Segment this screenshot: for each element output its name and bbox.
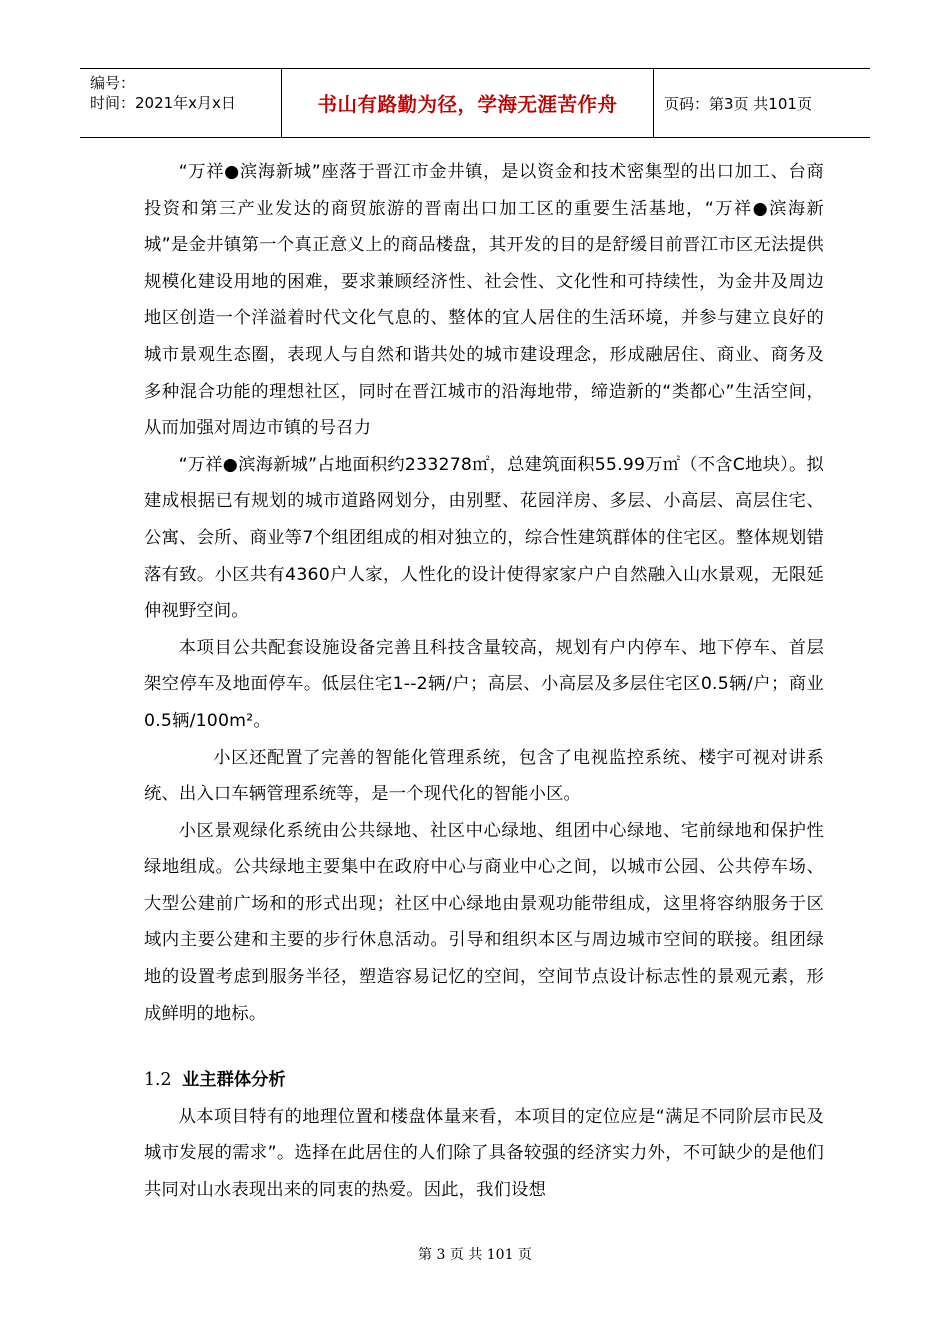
section-number: 1.2 [144,1070,172,1091]
header-meta [80,69,282,137]
section-title: 业主群体分析 [182,1070,286,1091]
header-page-cell [654,69,870,137]
page-footer: 第 3 页 共 101 页 [418,1247,532,1263]
page-header [80,68,870,138]
paragraph-project-area: “万祥●滨海新城”占地面积约233278㎡，总建筑面积55.99万㎡（不含C地块）。拟建成根据已有规划的城市道路网划分，由别墅、花园洋房、多层、小高层、高层住宅、公寓、会所、商业等7个组团组成的相对独立的，综合性建筑群体的住宅区。整体规划错落有致。小区共有4360户人家，人性化的设计使得家家户户自然融入山水景观，无限延伸视野空间。 [144,454,824,622]
paragraph-project-location: “万祥●滨海新城”座落于晋江市金井镇，是以资金和技术密集型的出口加工、台商投资和第三产业发达的商贸旅游的晋南出口加工区的重要生活基地，“万祥●滨海新城”是金井镇第一个真正意义上的商品楼盘，其开发的目的是舒缓目前晋江市区无法提供规模化建设用地的困难，要求兼顾经济性、社会性、文化性和可持续性，为金井及周边地区创造一个洋溢着时代文化气息的、整体的宜人居住的生活环境，并参与建立良好的城市景观生态圈，表现人与自然和谐共处的城市建设理念，形成融居住、商业、商务及多种混合功能的理想社区，同时在晋江城市的沿海地带，缔造新的“类都心”生活空间，从而加强对周边市镇的号召力 [144,162,824,439]
header-motto: 书山有路勤为径，学海无涯苦作舟 [317,93,618,116]
paragraph-smart-system: 小区还配置了完善的智能化管理系统，包含了电视监控系统、楼宇可视对讲系统、出入口车辆管理系统等，是一个现代化的智能小区。 [144,747,824,805]
paragraph-parking: 本项目公共配套设施设备完善且科技含量较高，规划有户内停车、地下停车、首层架空停车及地面停车。低层住宅1--2辆/户；高层、小高层及多层住宅区0.5辆/户；商业0.5辆/100m²。 [144,637,824,731]
section-heading [144,1062,824,1099]
paragraph-owner-analysis: 从本项目特有的地理位置和楼盘体量来看，本项目的定位应是“满足不同阶层市民及城市发展的需求”。选择在此居住的人们除了具备较强的经济实力外，不可缺少的是他们共同对山水表现出来的同衷的热爱。因此，我们设想 [144,1106,824,1201]
paragraph-landscape: 小区景观绿化系统由公共绿地、社区中心绿地、组团中心绿地、宅前绿地和保护性绿地组成。公共绿地主要集中在政府中心与商业中心之间，以城市公园、公共停车场、大型公建前广场和的形式出现；社区中心绿地由景观功能带组成，这里将容纳服务于区域内主要公建和主要的步行休息活动。引导和组织本区与周边城市空间的联接。组团绿地的设置考虑到服务半径，塑造容易记忆的空间，空间节点设计标志性的景观元素，形成鲜明的地标。 [144,820,824,1024]
document-date: 时间：2021年x月x日 [90,94,236,112]
document-number-label: 编号： [90,74,136,92]
header-motto-cell [282,69,654,137]
document-body [144,154,824,1209]
header-page-info: 页码：第3页 共101页 [664,94,812,113]
